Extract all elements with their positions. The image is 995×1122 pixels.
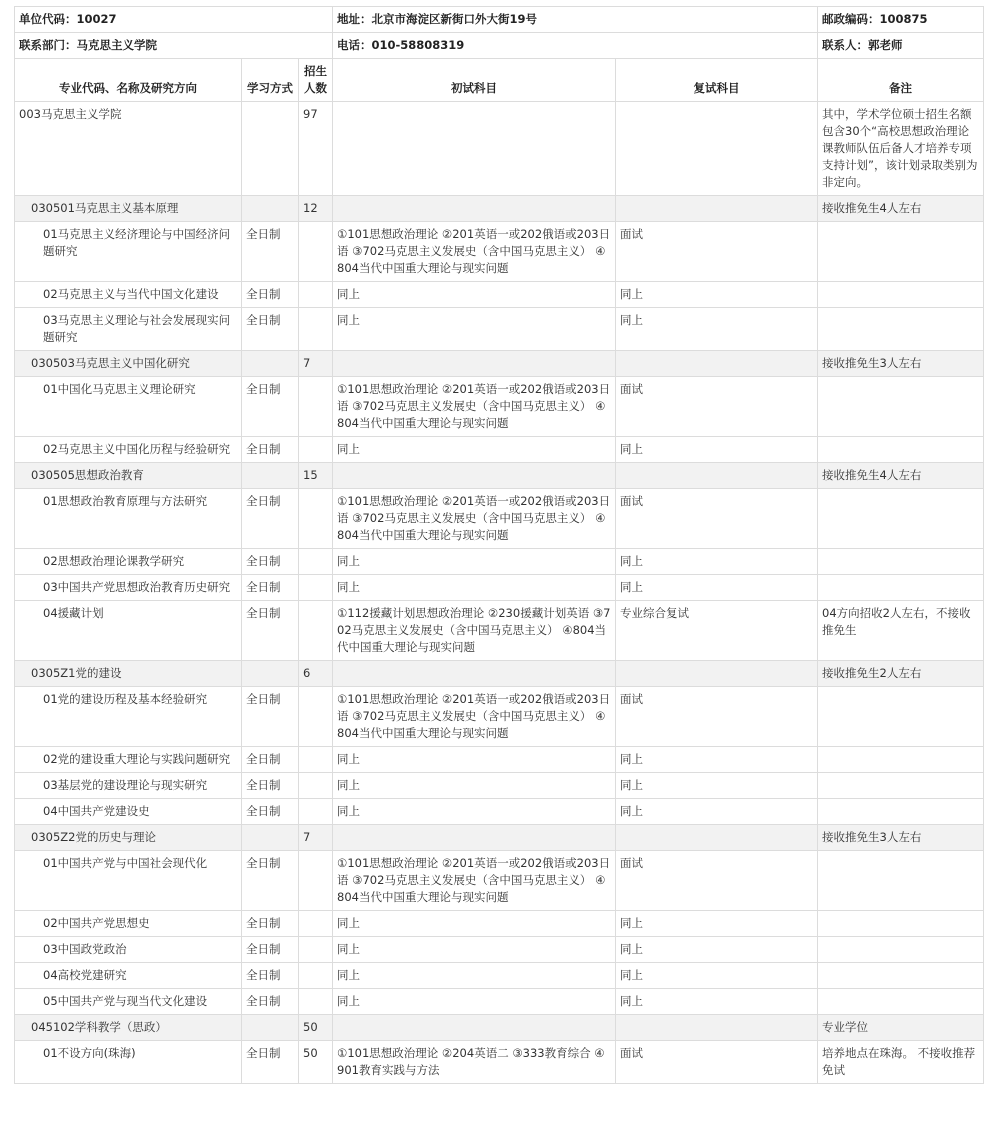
notes-cell: 接收推免生3人左右 <box>818 351 984 377</box>
direction-row <box>15 687 984 747</box>
major-cell: 01党的建设历程及基本经验研究 <box>15 687 242 747</box>
notes-cell <box>818 549 984 575</box>
notes-cell <box>818 437 984 463</box>
retest-subjects-cell: 同上 <box>616 308 818 351</box>
initial-subjects-cell: 同上 <box>333 963 616 989</box>
quota-cell <box>299 549 333 575</box>
major-cell: 02中国共产党思想史 <box>15 911 242 937</box>
direction-row <box>15 747 984 773</box>
major-cell: 04中国共产党建设史 <box>15 799 242 825</box>
retest-subjects-cell: 同上 <box>616 437 818 463</box>
quota-cell: 50 <box>299 1041 333 1084</box>
notes-cell <box>818 963 984 989</box>
department-row <box>15 102 984 196</box>
initial-subjects-cell: ①112援藏计划思想政治理论 ②230援藏计划英语 ③702马克思主义发展史（含中国马克思主义） ④804当代中国重大理论与现实问题 <box>333 601 616 661</box>
mode-cell: 全日制 <box>242 989 299 1015</box>
quota-cell <box>299 989 333 1015</box>
mode-cell: 全日制 <box>242 1041 299 1084</box>
major-cell: 003马克思主义学院 <box>15 102 242 196</box>
notes-cell <box>818 687 984 747</box>
retest-subjects-cell: 面试 <box>616 851 818 911</box>
col-initial-header: 初试科目 <box>333 59 616 102</box>
notes-cell <box>818 222 984 282</box>
retest-subjects-cell: 面试 <box>616 1041 818 1084</box>
initial-subjects-cell: 同上 <box>333 773 616 799</box>
direction-row <box>15 489 984 549</box>
direction-row <box>15 222 984 282</box>
address: 地址：北京市海淀区新街口外大街19号 <box>333 7 818 33</box>
notes-cell <box>818 747 984 773</box>
notes-cell <box>818 575 984 601</box>
quota-cell <box>299 773 333 799</box>
major-cell: 02马克思主义中国化历程与经验研究 <box>15 437 242 463</box>
quota-cell <box>299 911 333 937</box>
retest-subjects-cell <box>616 102 818 196</box>
mode-cell <box>242 351 299 377</box>
major-cell: 01思想政治教育原理与方法研究 <box>15 489 242 549</box>
mode-cell: 全日制 <box>242 489 299 549</box>
retest-subjects-cell: 同上 <box>616 575 818 601</box>
direction-row <box>15 437 984 463</box>
retest-subjects-cell: 面试 <box>616 489 818 549</box>
initial-subjects-cell <box>333 351 616 377</box>
notes-cell: 专业学位 <box>818 1015 984 1041</box>
mode-cell: 全日制 <box>242 437 299 463</box>
direction-row <box>15 282 984 308</box>
quota-cell <box>299 799 333 825</box>
quota-cell: 15 <box>299 463 333 489</box>
major-cell: 03基层党的建设理论与现实研究 <box>15 773 242 799</box>
initial-subjects-cell: ①101思想政治理论 ②201英语一或202俄语或203日语 ③702马克思主义发展史（含中国马克思主义） ④804当代中国重大理论与现实问题 <box>333 377 616 437</box>
mode-cell: 全日制 <box>242 687 299 747</box>
mode-cell: 全日制 <box>242 851 299 911</box>
major-row <box>15 351 984 377</box>
retest-subjects-cell <box>616 196 818 222</box>
notes-cell <box>818 308 984 351</box>
mode-cell: 全日制 <box>242 222 299 282</box>
retest-subjects-cell: 专业综合复试 <box>616 601 818 661</box>
notes-cell <box>818 937 984 963</box>
quota-cell <box>299 437 333 463</box>
major-cell: 030505思想政治教育 <box>15 463 242 489</box>
quota-cell <box>299 377 333 437</box>
direction-row <box>15 575 984 601</box>
retest-subjects-cell <box>616 661 818 687</box>
mode-cell <box>242 196 299 222</box>
major-row <box>15 661 984 687</box>
notes-cell <box>818 282 984 308</box>
quota-cell <box>299 575 333 601</box>
quota-cell: 7 <box>299 825 333 851</box>
col-major-header: 专业代码、名称及研究方向 <box>15 59 242 102</box>
retest-subjects-cell <box>616 463 818 489</box>
admission-catalog <box>14 6 983 1084</box>
unit-code: 单位代码：10027 <box>15 7 333 33</box>
column-header-row <box>15 59 984 102</box>
major-row <box>15 463 984 489</box>
major-row <box>15 1015 984 1041</box>
quota-cell <box>299 851 333 911</box>
major-cell: 01马克思主义经济理论与中国经济问题研究 <box>15 222 242 282</box>
retest-subjects-cell: 同上 <box>616 963 818 989</box>
notes-cell: 其中，学术学位硕士招生名额包含30个“高校思想政治理论课教师队伍后备人才培养专项支持计划”，该计划录取类别为非定向。 <box>818 102 984 196</box>
major-cell: 04援藏计划 <box>15 601 242 661</box>
initial-subjects-cell: ①101思想政治理论 ②201英语一或202俄语或203日语 ③702马克思主义发展史（含中国马克思主义） ④804当代中国重大理论与现实问题 <box>333 222 616 282</box>
quota-cell <box>299 308 333 351</box>
initial-subjects-cell: 同上 <box>333 747 616 773</box>
major-row <box>15 825 984 851</box>
direction-row <box>15 308 984 351</box>
quota-cell <box>299 601 333 661</box>
retest-subjects-cell <box>616 351 818 377</box>
quota-cell <box>299 963 333 989</box>
notes-cell: 接收推免生4人左右 <box>818 463 984 489</box>
initial-subjects-cell <box>333 825 616 851</box>
col-notes-header: 备注 <box>818 59 984 102</box>
notes-cell <box>818 911 984 937</box>
major-cell: 01中国共产党与中国社会现代化 <box>15 851 242 911</box>
mode-cell: 全日制 <box>242 575 299 601</box>
quota-cell <box>299 937 333 963</box>
col-mode-header: 学习方式 <box>242 59 299 102</box>
mode-cell: 全日制 <box>242 773 299 799</box>
initial-subjects-cell: 同上 <box>333 575 616 601</box>
mode-cell: 全日制 <box>242 377 299 437</box>
major-cell: 05中国共产党与现当代文化建设 <box>15 989 242 1015</box>
mode-cell <box>242 463 299 489</box>
notes-cell: 接收推免生2人左右 <box>818 661 984 687</box>
major-cell: 03中国共产党思想政治教育历史研究 <box>15 575 242 601</box>
retest-subjects-cell: 同上 <box>616 549 818 575</box>
initial-subjects-cell <box>333 661 616 687</box>
quota-cell: 12 <box>299 196 333 222</box>
notes-cell: 接收推免生3人左右 <box>818 825 984 851</box>
mode-cell: 全日制 <box>242 308 299 351</box>
retest-subjects-cell: 面试 <box>616 687 818 747</box>
retest-subjects-cell: 同上 <box>616 747 818 773</box>
major-cell: 030503马克思主义中国化研究 <box>15 351 242 377</box>
quota-cell <box>299 282 333 308</box>
initial-subjects-cell: ①101思想政治理论 ②204英语二 ③333教育综合 ④901教育实践与方法 <box>333 1041 616 1084</box>
initial-subjects-cell: ①101思想政治理论 ②201英语一或202俄语或203日语 ③702马克思主义发展史（含中国马克思主义） ④804当代中国重大理论与现实问题 <box>333 489 616 549</box>
mode-cell: 全日制 <box>242 282 299 308</box>
info-row-2 <box>15 33 984 59</box>
notes-cell: 培养地点在珠海。 不接收推荐免试 <box>818 1041 984 1084</box>
direction-row <box>15 851 984 911</box>
mode-cell: 全日制 <box>242 747 299 773</box>
direction-row <box>15 601 984 661</box>
direction-row <box>15 773 984 799</box>
major-cell: 04高校党建研究 <box>15 963 242 989</box>
initial-subjects-cell: 同上 <box>333 799 616 825</box>
postcode: 邮政编码：100875 <box>818 7 984 33</box>
initial-subjects-cell: 同上 <box>333 989 616 1015</box>
notes-cell: 04方向招收2人左右，不接收推免生 <box>818 601 984 661</box>
initial-subjects-cell: 同上 <box>333 282 616 308</box>
direction-row <box>15 799 984 825</box>
major-cell: 045102学科教学（思政） <box>15 1015 242 1041</box>
direction-row <box>15 1041 984 1084</box>
major-cell: 02思想政治理论课教学研究 <box>15 549 242 575</box>
major-cell: 02党的建设重大理论与实践问题研究 <box>15 747 242 773</box>
col-quota-header: 招生人数 <box>299 59 333 102</box>
direction-row <box>15 989 984 1015</box>
mode-cell: 全日制 <box>242 799 299 825</box>
mode-cell: 全日制 <box>242 549 299 575</box>
mode-cell: 全日制 <box>242 963 299 989</box>
initial-subjects-cell: 同上 <box>333 911 616 937</box>
quota-cell: 50 <box>299 1015 333 1041</box>
initial-subjects-cell <box>333 102 616 196</box>
major-cell: 01中国化马克思主义理论研究 <box>15 377 242 437</box>
retest-subjects-cell: 同上 <box>616 989 818 1015</box>
major-cell: 0305Z1党的建设 <box>15 661 242 687</box>
mode-cell <box>242 825 299 851</box>
mode-cell <box>242 1015 299 1041</box>
major-row <box>15 196 984 222</box>
direction-row <box>15 911 984 937</box>
retest-subjects-cell: 同上 <box>616 937 818 963</box>
notes-cell <box>818 799 984 825</box>
major-cell: 030501马克思主义基本原理 <box>15 196 242 222</box>
notes-cell <box>818 851 984 911</box>
retest-subjects-cell: 同上 <box>616 799 818 825</box>
initial-subjects-cell: 同上 <box>333 437 616 463</box>
initial-subjects-cell <box>333 196 616 222</box>
notes-cell: 接收推免生4人左右 <box>818 196 984 222</box>
retest-subjects-cell <box>616 1015 818 1041</box>
initial-subjects-cell <box>333 1015 616 1041</box>
major-cell: 0305Z2党的历史与理论 <box>15 825 242 851</box>
major-cell: 03中国政党政治 <box>15 937 242 963</box>
retest-subjects-cell: 同上 <box>616 911 818 937</box>
mode-cell <box>242 661 299 687</box>
direction-row <box>15 377 984 437</box>
col-retest-header: 复试科目 <box>616 59 818 102</box>
notes-cell <box>818 989 984 1015</box>
contact: 联系人：郭老师 <box>818 33 984 59</box>
department: 联系部门：马克思主义学院 <box>15 33 333 59</box>
mode-cell: 全日制 <box>242 937 299 963</box>
quota-cell <box>299 687 333 747</box>
notes-cell <box>818 489 984 549</box>
mode-cell <box>242 102 299 196</box>
quota-cell <box>299 222 333 282</box>
retest-subjects-cell: 同上 <box>616 282 818 308</box>
phone: 电话：010-58808319 <box>333 33 818 59</box>
direction-row <box>15 937 984 963</box>
quota-cell <box>299 747 333 773</box>
catalog-table <box>14 6 984 1084</box>
retest-subjects-cell: 面试 <box>616 222 818 282</box>
mode-cell: 全日制 <box>242 601 299 661</box>
major-cell: 02马克思主义与当代中国文化建设 <box>15 282 242 308</box>
initial-subjects-cell <box>333 463 616 489</box>
direction-row <box>15 549 984 575</box>
initial-subjects-cell: 同上 <box>333 549 616 575</box>
quota-cell <box>299 489 333 549</box>
quota-cell: 6 <box>299 661 333 687</box>
initial-subjects-cell: 同上 <box>333 937 616 963</box>
major-cell: 01不设方向(珠海) <box>15 1041 242 1084</box>
retest-subjects-cell: 面试 <box>616 377 818 437</box>
initial-subjects-cell: 同上 <box>333 308 616 351</box>
quota-cell: 97 <box>299 102 333 196</box>
notes-cell <box>818 377 984 437</box>
mode-cell: 全日制 <box>242 911 299 937</box>
info-row-1 <box>15 7 984 33</box>
retest-subjects-cell <box>616 825 818 851</box>
quota-cell: 7 <box>299 351 333 377</box>
initial-subjects-cell: ①101思想政治理论 ②201英语一或202俄语或203日语 ③702马克思主义发展史（含中国马克思主义） ④804当代中国重大理论与现实问题 <box>333 687 616 747</box>
direction-row <box>15 963 984 989</box>
initial-subjects-cell: ①101思想政治理论 ②201英语一或202俄语或203日语 ③702马克思主义发展史（含中国马克思主义） ④804当代中国重大理论与现实问题 <box>333 851 616 911</box>
notes-cell <box>818 773 984 799</box>
major-cell: 03马克思主义理论与社会发展现实问题研究 <box>15 308 242 351</box>
retest-subjects-cell: 同上 <box>616 773 818 799</box>
